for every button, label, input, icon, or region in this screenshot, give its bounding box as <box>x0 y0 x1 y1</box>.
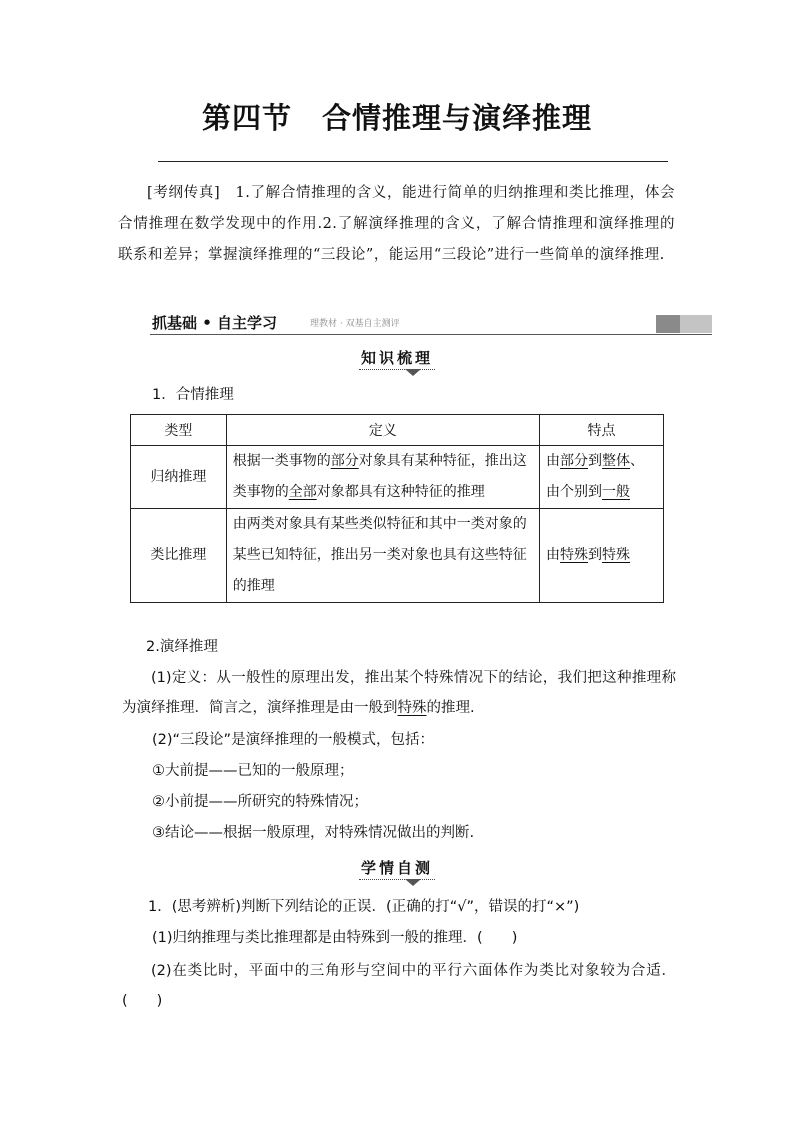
exam-outline <box>118 178 675 271</box>
section-bar-block-light <box>680 315 712 333</box>
row-feature: 由特殊到特殊 <box>540 509 664 603</box>
exam-outline-label: [考纲传真] <box>147 185 221 201</box>
section-title: 合情推理与演绎推理 <box>322 101 593 135</box>
header-type: 类型 <box>131 415 227 446</box>
question-1: 1．(思考辨析)判断下列结论的正误．(正确的打“√”，错误的打“×”) <box>148 899 580 915</box>
down-triangle-icon <box>405 879 421 886</box>
header-def: 定义 <box>226 415 539 446</box>
page-title <box>0 96 794 137</box>
question-1-2: (2)在类比时，平面中的三角形与空间中的平行六面体作为类比对象较为合适．( ) <box>122 963 676 1009</box>
step-minor-premise: ②小前提——所研究的特殊情况； <box>152 794 368 810</box>
row-type: 归纳推理 <box>131 446 227 509</box>
table-row <box>131 509 664 603</box>
title-rule <box>158 161 668 162</box>
section-number: 第四节 <box>201 101 292 135</box>
row-def: 根据一类事物的部分对象具有某种特征，推出这类事物的全部对象都具有这种特征的推理 <box>226 446 539 509</box>
row-type: 类比推理 <box>131 509 227 603</box>
question-1-1: (1)归纳推理与类比推理都是由特殊到一般的推理．( ) <box>152 930 518 946</box>
step-major-premise: ①大前提——已知的一般原理； <box>152 763 354 779</box>
section-bar-sub: 理教材 · 双基自主测评 <box>310 319 400 329</box>
section-bar <box>150 314 712 335</box>
item2-title: 2.演绎推理 <box>146 639 218 655</box>
step-conclusion: ③结论——根据一般原理，对特殊情况做出的判断. <box>152 825 475 841</box>
row-def: 由两类对象具有某些类似特征和其中一类对象的某些已知特征，推出另一类对象也具有这些特征的推理 <box>226 509 539 603</box>
table-header-row <box>131 415 664 446</box>
section-bar-block-dark <box>656 315 680 333</box>
knowledge-label: 知识梳理 <box>0 347 794 370</box>
section-bar-name: 抓基础 • 自主学习 <box>152 314 278 332</box>
sanduan-intro: (2)“三段论”是演绎推理的一般模式，包括： <box>152 732 435 748</box>
exam-outline-text: 1.了解合情推理的含义，能进行简单的归纳推理和类比推理，体会合情推理在数学发现中的作用.2.了解演绎推理的含义，了解合情推理和演绎推理的联系和差异；掌握演绎推理的“三段论”，能运用“三段论”进行一些简单的演绎推理. <box>118 185 675 263</box>
row-feature: 由部分到整体、由个别到一般 <box>540 446 664 509</box>
reasoning-table <box>130 414 664 603</box>
header-feature: 特点 <box>540 415 664 446</box>
table-row <box>131 446 664 509</box>
item1-title: 1．合情推理 <box>152 387 234 403</box>
definition-paragraph: (1)定义：从一般性的原理出发，推出某个特殊情况下的结论，我们把这种推理称为演绎推理．简言之，演绎推理是由一般到特殊的推理. <box>122 670 676 716</box>
selftest-label: 学情自测 <box>0 857 794 880</box>
down-triangle-icon <box>405 369 421 376</box>
